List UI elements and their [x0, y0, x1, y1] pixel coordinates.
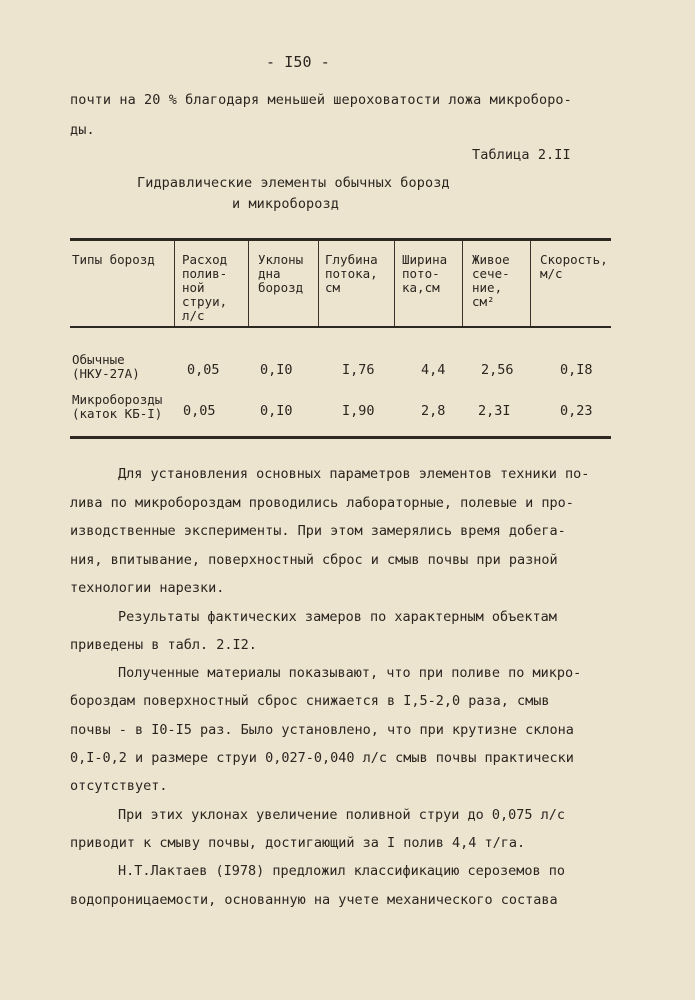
- table-header-type: Типы борозд: [72, 252, 155, 267]
- table-title-line-2: и микроборозд: [232, 196, 339, 212]
- table-row-1-flow: 0,05: [187, 362, 220, 378]
- table-header-slope: Уклоны дна борозд: [258, 252, 304, 295]
- table-header-flow: Расход полив- ной струи, л/с: [182, 252, 228, 323]
- table-column-divider: [462, 241, 463, 326]
- table-row-2-flow: 0,05: [183, 403, 216, 419]
- table-column-divider: [318, 241, 319, 326]
- body-line: Н.Т.Лактаев (I978) предложил классификацию сероземов по: [118, 863, 566, 879]
- table-row-1-depth: I,76: [342, 362, 375, 378]
- page-number: - I50 -: [266, 53, 330, 71]
- body-line: приводит к смыву почвы, достигающий за I полив 4,4 т/га.: [70, 835, 526, 851]
- body-line: приведены в табл. 2.I2.: [70, 637, 257, 653]
- body-line: ния, впитывание, поверхностный сброс и смыв почвы при разной: [70, 552, 558, 568]
- table-row-2-area: 2,3I: [478, 403, 511, 419]
- table-row-2-width: 2,8: [421, 403, 446, 419]
- table-header-width: Ширина пото- ка,см: [402, 252, 448, 295]
- body-line: водопроницаемости, основанную на учете механического состава: [70, 892, 558, 908]
- table-header-rule: [70, 326, 611, 328]
- table-bottom-rule: [70, 436, 611, 439]
- table-column-divider: [248, 241, 249, 326]
- table-row-1-slope: 0,I0: [260, 362, 293, 378]
- body-line: технологии нарезки.: [70, 580, 225, 596]
- body-line: Для установления основных параметров элементов техники по-: [118, 466, 590, 482]
- table-row-2-depth: I,90: [342, 403, 375, 419]
- body-line: бороздам поверхностный сброс снижается в I,5-2,0 раза, смыв: [70, 693, 550, 709]
- table-row-2-type: Микроборозды (каток КБ-I): [72, 392, 163, 421]
- table-number: Таблица 2.II: [472, 147, 571, 163]
- body-line: Результаты фактических замеров по характерным объектам: [118, 609, 557, 625]
- body-line: лива по микробороздам проводились лабораторные, полевые и про-: [70, 495, 574, 511]
- table-row-1-type: Обычные (НКУ-27А): [72, 352, 140, 381]
- body-line: изводственные эксперименты. При этом замерялись время добега-: [70, 523, 566, 539]
- intro-line-1: почти на 20 % благодаря меньшей шероховатости ложа микроборо-: [70, 92, 572, 108]
- body-line: 0,I-0,2 и размере струи 0,027-0,040 л/с смыв почвы практически: [70, 750, 574, 766]
- body-line: Полученные материалы показывают, что при поливе по микро-: [118, 665, 582, 681]
- table-header-speed: Скорость, м/с: [540, 252, 608, 281]
- table-row-2-speed: 0,23: [560, 403, 593, 419]
- table-column-divider: [174, 241, 175, 326]
- table-row-1-speed: 0,I8: [560, 362, 593, 378]
- table-title-line-1: Гидравлические элементы обычных борозд: [137, 175, 450, 191]
- table-row-2-slope: 0,I0: [260, 403, 293, 419]
- body-line: почвы - в I0-I5 раз. Было установлено, что при крутизне склона: [70, 722, 574, 738]
- body-line: При этих уклонах увеличение поливной струи до 0,075 л/с: [118, 807, 566, 823]
- table-header-area: Живое сече- ние, см²: [472, 252, 510, 309]
- table-column-divider: [394, 241, 395, 326]
- table-row-1-area: 2,56: [481, 362, 514, 378]
- table-header-depth: Глубина потока, см: [325, 252, 378, 295]
- body-line: отсутствует.: [70, 778, 168, 794]
- table-column-divider: [530, 241, 531, 326]
- table-row-1-width: 4,4: [421, 362, 446, 378]
- intro-line-2: ды.: [70, 122, 95, 138]
